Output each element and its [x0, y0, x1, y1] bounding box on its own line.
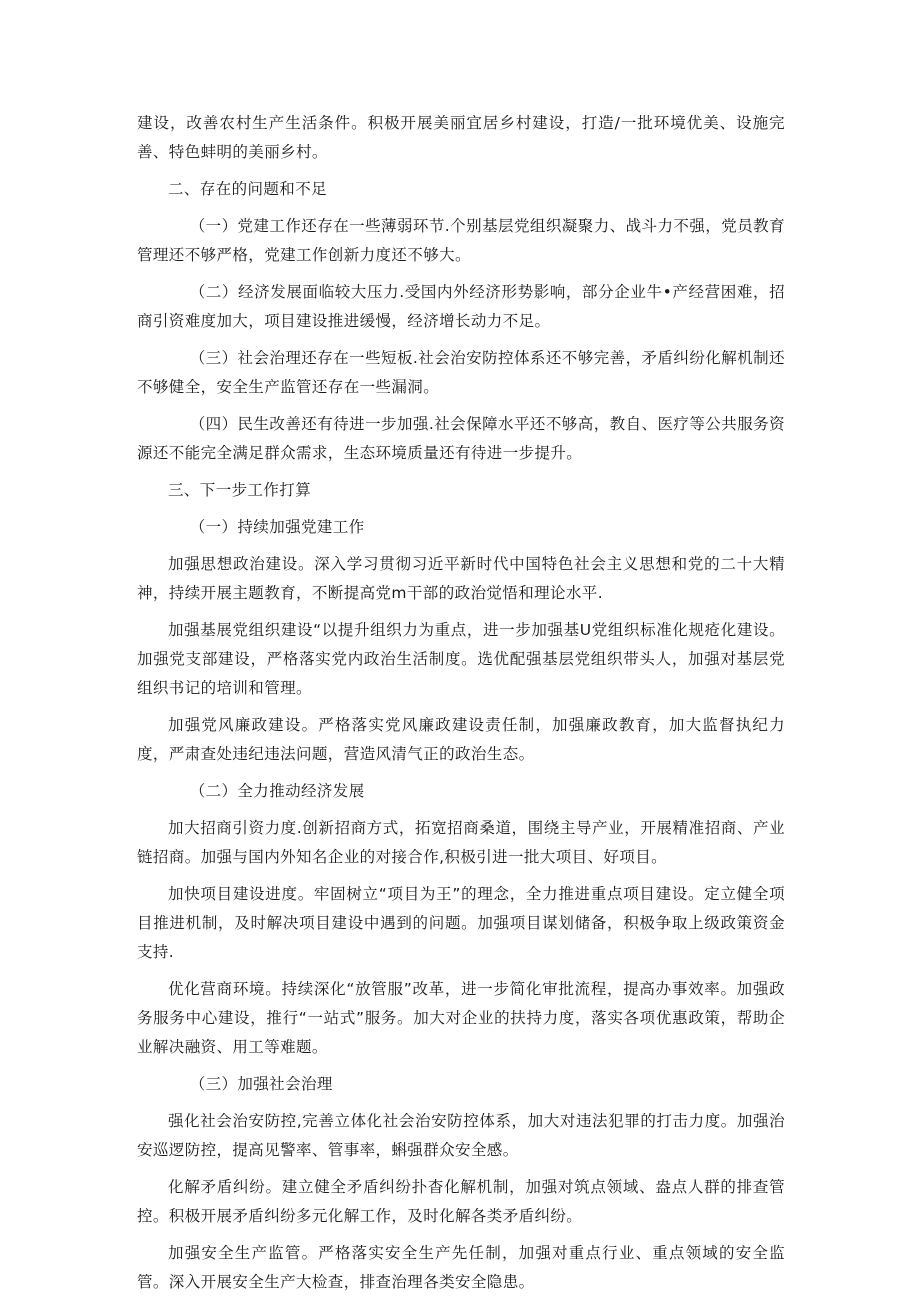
subsection-3-title: （三）加强社会治理 [189, 1075, 333, 1093]
intro-paragraph: 建设，改善农村生产生活条件。积极开展美丽宜居乡村建设，打造/一批环境优美、设施完善、特色蚌明的美丽乡村。 [137, 114, 785, 161]
section-2-item-3: （三）社会治理还存在一些短板.社会治安防控体系还不够完善，矛盾纠纷化解机制还不够健全，安全生产监管还存在一些漏洞。 [137, 349, 785, 396]
subsection-3-paragraph: 化解矛盾纠纷。建立健全矛盾纠纷扑杳化解机制，加强对筑点领域、盎点人群的排查管控。积极开展矛盾纠纷多元化解工作，及时化解各类矛盾纠纷。 [137, 1178, 785, 1225]
section-2-item-4: （四）民生改善还有待进一步加强.社会保障水平还不够高，教自、医疗等公共服务资源还不能完全满足群众需求，生态环境质量还有待进一步提升。 [137, 415, 785, 462]
subsection-3-paragraph: 强化社会治安防控,完善立体化社会治安防控体系，加大对违法犯罪的打击力度。加强治安巡逻防控，提高见警率、管事率，蝌强群众安全感。 [137, 1112, 785, 1159]
section-3-title: 三、下一步工作打算 [168, 481, 312, 499]
subsection-2-paragraph: 加大招商引资力度.创新招商方式，拓宽招商桑道，围绕主导产业，开展精准招商、产业链招商。加强与国内外知名企业的对接合作,积极引进一批大项目、好项目。 [137, 819, 785, 866]
subsection-2-paragraph: 加快项目建设进度。牢固树立“项目为王”的理念，全力推进重点项目建设。定立健全项目推进机制，及时解决项目建设中遇到的问题。加强项目谋划储备，积极争取上级政策资金支持. [137, 885, 785, 961]
subsection-3-paragraph: 加强安全生产监管。严格落实安全生产先任制，加强对重点行业、重点领域的安全监管。深入开展安全生产大检查，排查治理各类安全隐患。 [137, 1244, 785, 1291]
section-2-item-2: （二）经济发展面临较大压力.受国内外经济形势影响，部分企业牛•产经营困难，招商引资难度加大，项目建设推进缓慢，经济增长动力不足。 [137, 283, 785, 330]
subsection-1-paragraph: 加强基展党组织建设“以提升组织力为重点，进一步加强基U党组织标准化规疮化建设。加强党支部建设，严格落实党内政治生活制度。选优配强基层党组织带头人，加强对基层党组织书记的培训和管理。 [137, 621, 785, 697]
section-2-item-1: （一）党建工作还存在一些薄弱环节.个别基层党组织凝聚力、战斗力不强，党员教育管理还不够严格，党建工作创新力度还不够大。 [137, 217, 785, 264]
subsection-2-title: （二）全力推动经济发展 [189, 782, 365, 800]
section-2-title: 二、存在的问题和不足 [168, 180, 328, 198]
subsection-1-paragraph: 加强思想政治建设。深入学习贯彻习近平新时代中国特色社会主义思想和党的二十大精神，持续开展主题教育，不断提高党m干部的政治觉悟和理论水平. [137, 555, 785, 602]
subsection-1-title: （一）持续加强党建工作 [189, 518, 365, 536]
subsection-1-paragraph: 加强党风廉政建设。严格落实党风廉政建设责任制，加强廉政教育，加大监督执纪力度，严肃查处违纪违法问题，营造风清气正的政治生态。 [137, 716, 785, 763]
document-body [137, 109, 785, 1305]
subsection-2-paragraph: 优化营商环境。持续深化“放管服”改革，进一步简化审批流程，提高办事效率。加强政务服务中心建设，推行“一站式”服务。加大对企业的扶持力度，落实各项优惠政策，帮助企业解决融资、用工等难题。 [137, 980, 785, 1056]
